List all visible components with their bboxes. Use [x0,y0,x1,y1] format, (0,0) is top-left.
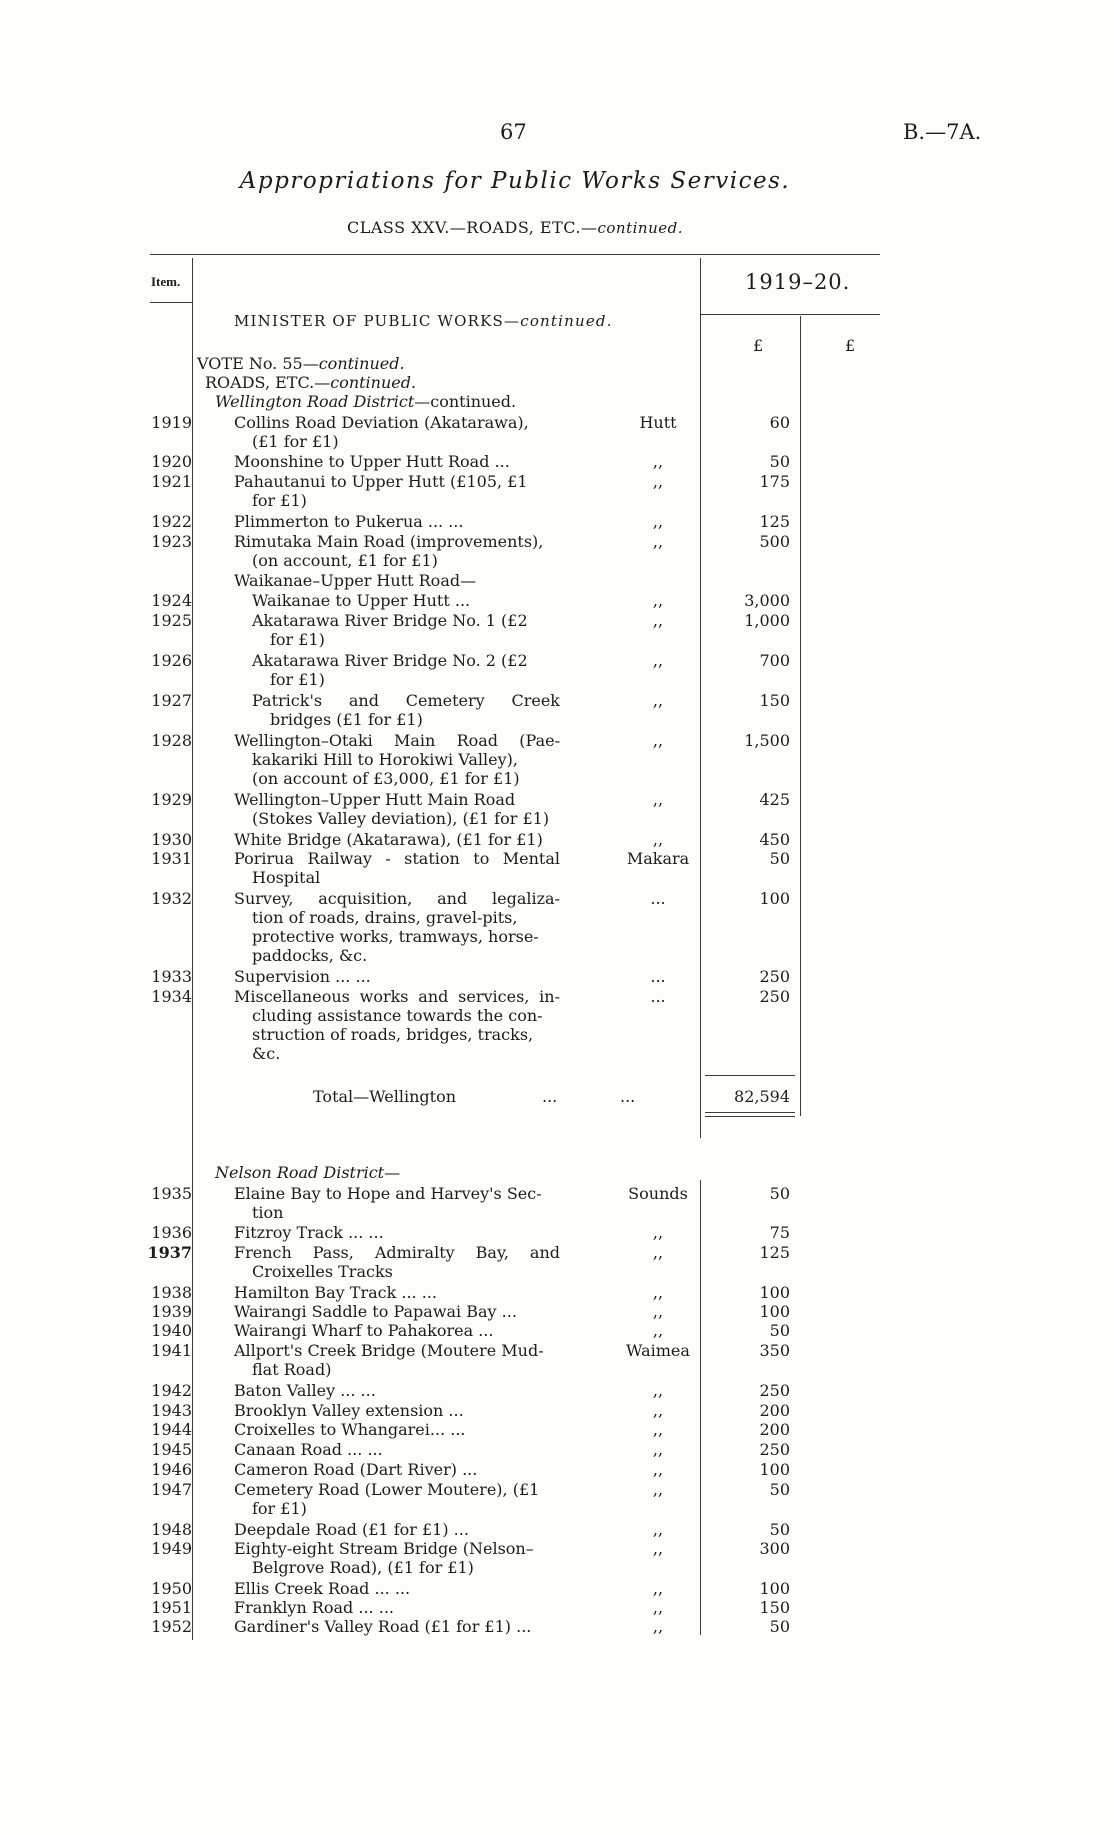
amount-value: 50 [769,452,790,471]
item-number: 1940 [151,1321,192,1340]
item-description [234,889,560,908]
item-number: 1951 [151,1598,192,1617]
item-number: 1943 [151,1401,192,1420]
county-name: ,, [652,1401,664,1420]
item-description: Ellis Creek Road ... ... [234,1579,411,1598]
class-subtitle-continued: continued. [597,219,683,237]
amount-value: 50 [769,1321,790,1340]
sub-heading: Waikanae–Upper Hutt Road— [234,571,477,590]
item-number: 1921 [151,472,192,491]
item-number: 1922 [151,512,192,531]
amount-value: 250 [759,1381,790,1400]
item-description: Gardiner's Valley Road (£1 for £1) ... [234,1617,532,1636]
item-description: Rimutaka Main Road (improvements), [234,532,544,551]
item-description: bridges (£1 for £1) [270,710,423,729]
county-name: ,, [652,512,664,531]
item-number: 1937 [147,1243,192,1262]
item-description: Pahautanui to Upper Hutt (£105, £1 [234,472,528,491]
item-description: paddocks, &c. [252,946,368,965]
item-number: 1945 [151,1440,192,1459]
item-description: Baton Valley ... ... [234,1381,376,1400]
county-name: ,, [652,1617,664,1636]
item-number: 1924 [151,591,192,610]
item-description: Wairangi Saddle to Papawai Bay ... [234,1302,517,1321]
item-description: (on account of £3,000, £1 for £1) [252,769,520,788]
item-description: Akatarawa River Bridge No. 2 (£2 [252,651,528,670]
county-name: ,, [652,1539,664,1558]
item-description: Brooklyn Valley extension ... [234,1401,464,1420]
amount-value: 100 [759,1579,790,1598]
item-description: Moonshine to Upper Hutt Road ... [234,452,510,471]
item-description [234,849,560,868]
item-description: Wellington–Upper Hutt Main Road [234,790,516,809]
amount-value: 50 [769,1184,790,1203]
item-description: (Stokes Valley deviation), (£1 for £1) [252,809,550,828]
amount-value: 60 [769,413,790,432]
amount-value: 3,000 [744,591,790,610]
item-number: 1928 [151,731,192,750]
county-name: ,, [652,651,664,670]
total-leader: ... [542,1087,558,1106]
county-name: ,, [652,1283,664,1302]
item-number: 1931 [151,849,192,868]
county-name: ,, [652,1480,664,1499]
item-description-text: Wellington–Otaki Main Road (Pae- [234,731,560,750]
total-leader: ... [620,1087,636,1106]
item-description: Allport's Creek Bridge (Moutere Mud- [234,1341,544,1360]
item-description: Eighty-eight Stream Bridge (Nelson– [234,1539,534,1558]
item-description: (on account, £1 for £1) [252,551,438,570]
total-bottom-rule-2 [705,1116,795,1117]
county-name: ,, [652,691,664,710]
roads-heading-continued: continued. [330,373,417,392]
county-name: ,, [652,1420,664,1439]
item-number: 1938 [151,1283,192,1302]
item-number: 1926 [151,651,192,670]
item-number: 1933 [151,967,192,986]
item-description: Elaine Bay to Hope and Harvey's Sec- [234,1184,542,1203]
item-number: 1944 [151,1420,192,1439]
amount-value: 50 [769,1617,790,1636]
county-name: ,, [652,731,664,750]
amount-value: 700 [759,651,790,670]
vote-heading-text: VOTE No. 55— [197,354,319,373]
amount-value: 250 [759,987,790,1006]
item-description: Hamilton Bay Track ... ... [234,1283,437,1302]
item-description: protective works, tramways, horse- [252,927,539,946]
district-heading [215,392,516,411]
item-description: White Bridge (Akatarawa), (£1 for £1) [234,830,543,849]
amount-value: 300 [759,1539,790,1558]
amount-value: 350 [759,1341,790,1360]
roads-heading [205,373,416,392]
amount-value: 1,000 [744,611,790,630]
county-name: ,, [652,591,664,610]
amount-value: 175 [759,472,790,491]
county-name: ,, [652,1579,664,1598]
item-description: Waikanae to Upper Hutt ... [252,591,471,610]
district-heading-text: Wellington Road District— [215,392,431,411]
vote-heading-continued: continued. [318,354,405,373]
item-description: Plimmerton to Pukerua ... ... [234,512,464,531]
item-description: Croixelles Tracks [252,1262,393,1281]
total-bottom-rule-1 [705,1112,795,1113]
amount-value: 50 [769,849,790,868]
item-number: 1949 [151,1539,192,1558]
year-column-header: 1919–20. [745,270,851,294]
item-description-text: Miscellaneous works and services, in- [234,987,560,1006]
county-name: ,, [652,532,664,551]
item-description: Croixelles to Whangarei... ... [234,1420,466,1439]
item-number: 1920 [151,452,192,471]
amount-value: 125 [759,1243,790,1262]
total-label: Total—Wellington [313,1087,457,1106]
item-number: 1936 [151,1223,192,1242]
item-description-text: Porirua Railway - station to Mental [234,849,560,868]
county-name: ... [650,889,666,908]
amount-value: 450 [759,830,790,849]
roads-heading-text: ROADS, ETC.— [205,373,331,392]
item-description: Franklyn Road ... ... [234,1598,394,1617]
item-description [234,731,560,750]
county-name: ,, [652,830,664,849]
item-description: Cemetery Road (Lower Moutere), (£1 [234,1480,540,1499]
total-amount: 82,594 [734,1087,790,1106]
county-name: ,, [652,1223,664,1242]
item-description: Wairangi Wharf to Pahakorea ... [234,1321,494,1340]
amount-value: 425 [759,790,790,809]
item-description: Fitzroy Track ... ... [234,1223,384,1242]
county-name: ,, [652,1598,664,1617]
item-number: 1935 [151,1184,192,1203]
item-description: &c. [252,1044,281,1063]
item-description [234,1243,560,1262]
amount-value: 100 [759,1283,790,1302]
county-name: ,, [652,790,664,809]
item-description: Supervision ... ... [234,967,371,986]
item-description: for £1) [270,630,325,649]
minister-heading-text: MINISTER OF PUBLIC WORKS— [234,312,521,330]
amount-value: 50 [769,1480,790,1499]
item-description: tion [252,1203,284,1222]
amount-value: 250 [759,967,790,986]
item-description: Deepdale Road (£1 for £1) ... [234,1520,469,1539]
amount-value: 200 [759,1420,790,1439]
top-rule [150,254,880,255]
item-number: 1939 [151,1302,192,1321]
class-subtitle [0,218,1030,237]
item-description-text: Patrick's and Cemetery Creek [252,691,560,710]
item-head-rule [150,302,192,303]
item-number: 1948 [151,1520,192,1539]
county-name: ,, [652,1302,664,1321]
item-number: 1923 [151,532,192,551]
county-name: ,, [652,1460,664,1479]
class-subtitle-text: CLASS XXV.—ROADS, ETC.— [347,218,598,237]
county-name: ... [650,987,666,1006]
amount-value: 1,500 [744,731,790,750]
item-description [252,691,560,710]
county-name: Sounds [628,1184,688,1203]
item-description: for £1) [252,1499,307,1518]
amount-value: 200 [759,1401,790,1420]
total-top-rule [705,1075,795,1076]
document-code: B.—7A. [903,120,982,144]
item-number: 1946 [151,1460,192,1479]
item-description-text: French Pass, Admiralty Bay, and [234,1243,560,1262]
amount-value: 100 [759,1460,790,1479]
item-description: Collins Road Deviation (Akatarawa), [234,413,529,432]
district-heading-continued: continued. [430,392,517,411]
item-number: 1950 [151,1579,192,1598]
item-description-text: Survey, acquisition, and legaliza- [234,889,560,908]
page-number: 67 [500,120,527,144]
item-description: kakariki Hill to Horokiwi Valley), [252,750,518,769]
year-head-rule [700,314,880,315]
item-description: struction of roads, bridges, tracks, [252,1025,534,1044]
item-number: 1930 [151,830,192,849]
county-name: ,, [652,1520,664,1539]
amount-value: 50 [769,1520,790,1539]
item-number: 1947 [151,1480,192,1499]
county-name: Waimea [626,1341,690,1360]
item-number: 1934 [151,987,192,1006]
county-name: ,, [652,1321,664,1340]
item-number: 1927 [151,691,192,710]
county-name: ,, [652,472,664,491]
county-name: ,, [652,1440,664,1459]
county-name: ,, [652,1381,664,1400]
item-column-header: Item. [151,274,181,289]
amount-value: 250 [759,1440,790,1459]
amount-column-rule [800,316,801,1116]
pound-sign-header: £ [753,336,764,355]
county-name: Hutt [639,413,677,432]
county-name: Makara [626,849,690,868]
amount-value: 500 [759,532,790,551]
county-name: ,, [652,611,664,630]
item-number: 1942 [151,1381,192,1400]
item-number: 1941 [151,1341,192,1360]
item-number: 1925 [151,611,192,630]
item-description: flat Road) [252,1360,332,1379]
item-description: Akatarawa River Bridge No. 1 (£2 [252,611,528,630]
item-description: cluding assistance towards the con- [252,1006,543,1025]
county-name: ,, [652,1243,664,1262]
pound-sign-header: £ [845,336,856,355]
minister-heading-continued: continued. [520,312,613,330]
item-description: Hospital [252,868,321,887]
amount-value: 150 [759,1598,790,1617]
vote-heading [197,354,405,373]
item-column-rule [192,258,193,1640]
item-number: 1932 [151,889,192,908]
item-number: 1919 [151,413,192,432]
item-description: tion of roads, drains, gravel-pits, [252,908,518,927]
item-description: (£1 for £1) [252,432,339,451]
item-description [234,987,560,1006]
county-name: ,, [652,452,664,471]
amount-value: 125 [759,512,790,531]
item-number: 1952 [151,1617,192,1636]
amount-value: 100 [759,1302,790,1321]
item-description: for £1) [252,491,307,510]
amount-value: 150 [759,691,790,710]
item-description: for £1) [270,670,325,689]
item-description: Canaan Road ... ... [234,1440,383,1459]
amount-value: 100 [759,889,790,908]
item-description: Belgrove Road), (£1 for £1) [252,1558,474,1577]
county-name: ... [650,967,666,986]
nelson-district-heading: Nelson Road District— [215,1163,401,1182]
amount-value: 75 [769,1223,790,1242]
page-title: Appropriations for Public Works Services. [239,168,791,194]
item-number: 1929 [151,790,192,809]
item-description: Cameron Road (Dart River) ... [234,1460,478,1479]
minister-heading [234,312,613,330]
